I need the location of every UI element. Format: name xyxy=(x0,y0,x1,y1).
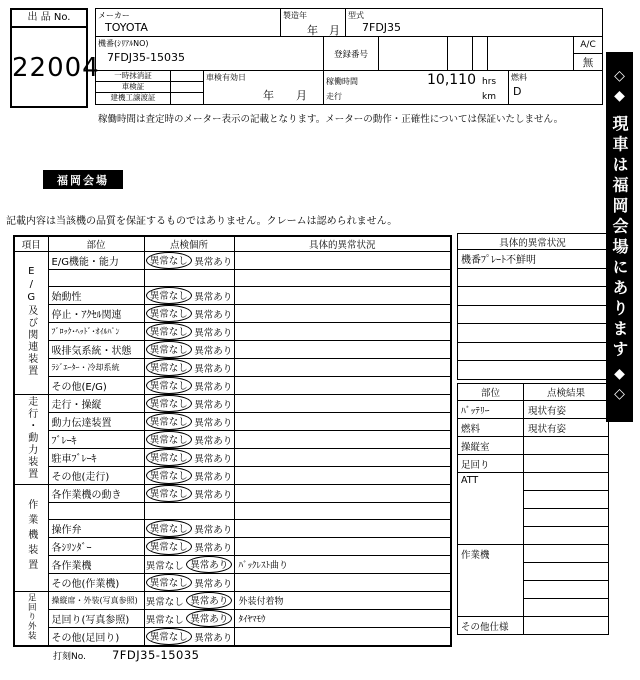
col-header-part: 部位 xyxy=(48,236,144,252)
empty-cell xyxy=(379,37,448,71)
lot-number-label: 出 品 No. xyxy=(12,10,86,28)
result-value-cell xyxy=(524,491,609,509)
result-part-cell: 燃料 xyxy=(458,419,524,437)
group-label-cell xyxy=(14,592,48,647)
detail-cell xyxy=(234,305,451,323)
abnormality-cell xyxy=(458,305,608,324)
points-cell xyxy=(144,287,234,305)
result-value-cell xyxy=(524,473,609,491)
abnormality-cell xyxy=(458,361,608,380)
abnormality-cell xyxy=(458,324,608,343)
abnormality-cell xyxy=(458,268,608,287)
result-part-cell: 操縦室 xyxy=(458,437,524,455)
option-no-abnormality: 異常なし xyxy=(146,628,192,645)
col-header-item: 項目 xyxy=(14,236,48,252)
option-no-abnormality: 異常なし xyxy=(145,614,184,626)
detail-cell xyxy=(234,503,451,520)
result-value-cell xyxy=(524,437,609,455)
meter-note: 稼働時間は査定時のメーター表示の記載となります。メーターの動作・正確性については保証いたしません。 xyxy=(98,114,564,125)
maker-cell xyxy=(96,9,281,37)
points-options xyxy=(145,377,234,394)
result-part-cell: その他仕様 xyxy=(458,617,524,635)
abnormality-row xyxy=(458,342,608,361)
result-row xyxy=(458,473,609,491)
points-options xyxy=(145,359,234,376)
ac-label-cell: A/C xyxy=(574,37,602,54)
points-options xyxy=(145,538,234,555)
detail-cell: 外装付着物 xyxy=(234,592,451,610)
points-cell xyxy=(144,520,234,538)
venue-banner-text: 現車は福岡会場にあります xyxy=(610,115,629,361)
abnormality-row xyxy=(458,324,608,343)
result-row xyxy=(458,455,609,473)
points-options xyxy=(145,431,234,448)
points-cell xyxy=(144,628,234,647)
points-options xyxy=(145,341,234,358)
part-cell: 動力伝達装置 xyxy=(48,413,144,431)
lot-number-value: 22004 xyxy=(12,53,100,83)
result-header-row xyxy=(458,384,609,401)
part-cell xyxy=(48,270,144,287)
points-options xyxy=(145,323,234,340)
model-cell xyxy=(346,9,602,37)
result-value-cell: 現状有姿 xyxy=(524,401,609,419)
result-value-cell xyxy=(524,527,609,545)
detail-cell: ﾊﾞｯｸﾚｽﾄ曲り xyxy=(234,556,451,574)
option-no-abnormality: 異常なし xyxy=(146,305,192,322)
ac-value-cell: 無 xyxy=(574,54,602,71)
option-abnormality: 異常あり xyxy=(194,345,233,357)
fuel-label: 燃料 xyxy=(511,73,527,82)
mileage-label: 走行 xyxy=(326,92,342,101)
option-no-abnormality: 異常なし xyxy=(146,341,192,358)
detail-cell xyxy=(234,341,451,359)
result-value-cell xyxy=(524,545,609,563)
part-cell: 各作業機の動き xyxy=(48,485,144,503)
part-cell: 足回り(写真参照) xyxy=(48,610,144,628)
maker-label: メーカー xyxy=(98,11,130,20)
result-row xyxy=(458,419,609,437)
inspection-row xyxy=(14,628,451,647)
model-label: 型式 xyxy=(348,11,364,20)
detail-cell xyxy=(234,270,451,287)
option-abnormality: 異常あり xyxy=(194,542,233,554)
option-abnormality: 異常あり xyxy=(194,471,233,483)
cert-value-cell xyxy=(171,71,204,82)
shaken-expiry-value: 年 月 xyxy=(263,89,307,102)
inspection-row xyxy=(14,485,451,503)
empty-cell xyxy=(473,37,488,71)
points-cell xyxy=(144,431,234,449)
inspection-row xyxy=(14,323,451,341)
inspection-header-row xyxy=(14,236,451,252)
group-label: 作業機装置 xyxy=(25,498,37,574)
points-cell xyxy=(144,467,234,485)
part-cell: 駐車ﾌﾞﾚｰｷ xyxy=(48,449,144,467)
detail-cell xyxy=(234,287,451,305)
inspection-row xyxy=(14,341,451,359)
option-no-abnormality: 異常なし xyxy=(146,323,192,340)
inspection-result-table xyxy=(457,383,609,635)
detail-cell xyxy=(234,377,451,395)
hours-unit: hrs xyxy=(482,77,497,87)
stamp-number-value: 7FDJ35-15035 xyxy=(111,648,200,662)
inspection-row xyxy=(14,449,451,467)
inspection-row xyxy=(14,377,451,395)
option-abnormality: 異常あり xyxy=(194,489,233,501)
option-abnormality: 異常あり xyxy=(186,592,232,609)
disclaimer-text: 記載内容は当該機の品質を保証するものではありません。クレームは認められません。 xyxy=(6,216,398,227)
col-header-detail: 具体的異常状況 xyxy=(234,236,451,252)
result-row xyxy=(458,401,609,419)
part-cell: その他(作業機) xyxy=(48,574,144,592)
result-part-cell: 作業機 xyxy=(458,545,524,617)
detail-cell xyxy=(234,467,451,485)
part-cell: ﾌﾞﾛｯｸ･ﾍｯﾄﾞ･ｵｲﾙﾊﾟﾝ xyxy=(48,323,144,341)
hours-mileage-cell xyxy=(324,71,509,104)
cert-kenki-transfer: 建機工譲渡証 xyxy=(96,93,171,104)
points-cell xyxy=(144,323,234,341)
option-abnormality: 異常あり xyxy=(194,309,233,321)
points-cell xyxy=(144,503,234,520)
option-no-abnormality: 異常なし xyxy=(146,574,192,591)
option-abnormality: 異常あり xyxy=(194,524,233,536)
part-cell: 操作弁 xyxy=(48,520,144,538)
inspection-row xyxy=(14,305,451,323)
group-label: 走行・動力装置 xyxy=(25,395,37,480)
result-row xyxy=(458,545,609,563)
inspection-row xyxy=(14,610,451,628)
option-abnormality: 異常あり xyxy=(194,453,233,465)
diamond-marks-bottom: ◆◇ xyxy=(611,366,628,406)
serial-label: 機番(ｼﾘｱﾙNO) xyxy=(98,39,149,48)
points-options xyxy=(145,610,234,627)
points-cell xyxy=(144,341,234,359)
points-options xyxy=(145,395,234,412)
abnormality-row xyxy=(458,287,608,306)
cert-temp-deregistration: 一時抹消証 xyxy=(96,71,171,82)
option-abnormality: 異常あり xyxy=(186,556,232,573)
stamp-number-line xyxy=(53,648,200,662)
detail-cell xyxy=(234,628,451,647)
inspection-row xyxy=(14,413,451,431)
inspection-row xyxy=(14,556,451,574)
result-value-cell xyxy=(524,509,609,527)
part-cell: 各作業機 xyxy=(48,556,144,574)
result-part-cell: ATT xyxy=(458,473,524,545)
points-options xyxy=(145,556,234,573)
detail-cell: ﾀｲﾔﾏﾓｳ xyxy=(234,610,451,628)
maker-value: TOYOTA xyxy=(105,21,148,34)
option-no-abnormality: 異常なし xyxy=(146,431,192,448)
points-options xyxy=(145,467,234,484)
inspection-row xyxy=(14,395,451,413)
abnormality-row xyxy=(458,250,608,269)
group-label: 足回り外装 xyxy=(26,592,37,641)
option-no-abnormality: 異常なし xyxy=(146,538,192,555)
result-col-part: 部位 xyxy=(458,384,524,401)
points-options xyxy=(145,592,234,609)
points-cell xyxy=(144,305,234,323)
option-abnormality: 異常あり xyxy=(194,381,233,393)
result-value-cell xyxy=(524,599,609,617)
points-cell xyxy=(144,377,234,395)
abnormality-detail-table xyxy=(457,233,608,380)
option-abnormality: 異常あり xyxy=(194,291,233,303)
points-options xyxy=(145,520,234,537)
points-options xyxy=(145,305,234,322)
part-cell: 停止・ｱｸｾﾙ関連 xyxy=(48,305,144,323)
abnormality-cell xyxy=(458,287,608,306)
detail-cell xyxy=(234,520,451,538)
option-abnormality: 異常あり xyxy=(194,632,233,644)
detail-cell xyxy=(234,323,451,341)
option-abnormality: 異常あり xyxy=(194,363,233,375)
detail-cell xyxy=(234,431,451,449)
registration-number-cell: 登録番号 xyxy=(324,37,379,71)
inspection-table xyxy=(13,235,452,647)
inspection-row xyxy=(14,359,451,377)
points-cell xyxy=(144,359,234,377)
part-cell: 走行・操縦 xyxy=(48,395,144,413)
diamond-marks-top: ◇◆ xyxy=(611,68,628,108)
result-value-cell: 現状有姿 xyxy=(524,419,609,437)
points-options xyxy=(145,485,234,502)
part-cell: その他(走行) xyxy=(48,467,144,485)
machine-info-table xyxy=(95,8,603,105)
inspection-row xyxy=(14,287,451,305)
group-label-cell xyxy=(14,252,48,395)
part-cell: その他(E/G) xyxy=(48,377,144,395)
inspection-row xyxy=(14,574,451,592)
serial-cell xyxy=(96,37,324,71)
part-cell: 始動性 xyxy=(48,287,144,305)
points-cell xyxy=(144,556,234,574)
option-no-abnormality: 異常なし xyxy=(146,359,192,376)
option-no-abnormality: 異常なし xyxy=(145,560,184,572)
result-row xyxy=(458,617,609,635)
mileage-unit: km xyxy=(482,92,496,102)
detail-cell xyxy=(234,252,451,270)
option-no-abnormality: 異常なし xyxy=(146,467,192,484)
fuel-cell xyxy=(509,71,602,104)
points-cell xyxy=(144,538,234,556)
inspection-row xyxy=(14,503,451,520)
points-options xyxy=(145,413,234,430)
option-abnormality: 異常あり xyxy=(194,417,233,429)
inspection-row xyxy=(14,431,451,449)
part-cell: ﾌﾞﾚｰｷ xyxy=(48,431,144,449)
inspection-row xyxy=(14,252,451,270)
option-no-abnormality: 異常なし xyxy=(146,252,192,269)
fuel-value: D xyxy=(513,85,522,98)
mileage-row xyxy=(324,90,504,102)
detail-cell xyxy=(234,449,451,467)
abnormality-row xyxy=(458,305,608,324)
points-cell xyxy=(144,413,234,431)
option-no-abnormality: 異常なし xyxy=(146,485,192,502)
option-no-abnormality: 異常なし xyxy=(145,596,184,608)
cert-shaken: 車検証 xyxy=(96,82,171,93)
part-cell: ﾗｼﾞｴｰﾀｰ・冷却系統 xyxy=(48,359,144,377)
group-label: E/G及び関連装置 xyxy=(25,265,37,377)
points-options xyxy=(145,628,234,645)
inspection-row xyxy=(14,592,451,610)
inspection-row xyxy=(14,520,451,538)
option-no-abnormality: 異常なし xyxy=(146,287,192,304)
option-abnormality: 異常あり xyxy=(194,256,233,268)
group-label-cell xyxy=(14,395,48,485)
detail-cell xyxy=(234,395,451,413)
points-cell xyxy=(144,449,234,467)
result-value-cell xyxy=(524,563,609,581)
option-no-abnormality: 異常なし xyxy=(146,377,192,394)
abnormality-cell: 機番ﾌﾟﾚｰﾄ不鮮明 xyxy=(458,250,608,269)
result-part-cell: ﾊﾞｯﾃﾘｰ xyxy=(458,401,524,419)
detail-cell xyxy=(234,538,451,556)
points-cell xyxy=(144,252,234,270)
points-cell xyxy=(144,592,234,610)
part-cell: E/G機能・能力 xyxy=(48,252,144,270)
cert-value-cell xyxy=(171,82,204,93)
option-abnormality: 異常あり xyxy=(194,435,233,447)
cert-value-cell xyxy=(171,93,204,104)
part-cell xyxy=(48,503,144,520)
result-value-cell xyxy=(524,581,609,599)
option-abnormality: 異常あり xyxy=(194,399,233,411)
venue-badge: 福岡会場 xyxy=(43,170,123,189)
abnormality-row xyxy=(458,361,608,380)
part-cell: その他(足回り) xyxy=(48,628,144,647)
detail-cell xyxy=(234,485,451,503)
inspection-row xyxy=(14,467,451,485)
points-options xyxy=(145,287,234,304)
hours-value: 10,110 xyxy=(427,72,476,88)
inspection-row xyxy=(14,538,451,556)
shaken-expiry-label: 車検有効日 xyxy=(206,73,246,82)
option-no-abnormality: 異常なし xyxy=(146,520,192,537)
result-value-cell xyxy=(524,455,609,473)
part-cell: 吸排気系統・状態 xyxy=(48,341,144,359)
points-cell xyxy=(144,270,234,287)
shaken-expiry-cell xyxy=(204,71,324,104)
abnormality-row xyxy=(458,268,608,287)
part-cell: 操縦席・外装(写真参照) xyxy=(48,592,144,610)
option-no-abnormality: 異常なし xyxy=(146,449,192,466)
option-no-abnormality: 異常なし xyxy=(146,413,192,430)
lot-number-box xyxy=(10,8,100,108)
venue-banner xyxy=(606,52,633,422)
part-cell: 各ｼﾘﾝﾀﾞｰ xyxy=(48,538,144,556)
detail-cell xyxy=(234,574,451,592)
points-options xyxy=(145,449,234,466)
col-header-points: 点検個所 xyxy=(144,236,234,252)
abnormality-header: 具体的異常状況 xyxy=(458,234,608,250)
mfg-year-value: 年 月 xyxy=(307,24,340,37)
points-cell xyxy=(144,610,234,628)
points-options xyxy=(145,252,234,269)
points-options xyxy=(145,574,234,591)
points-cell xyxy=(144,395,234,413)
serial-value: 7FDJ35-15035 xyxy=(107,51,185,64)
stamp-number-label: 打刻No. xyxy=(53,652,86,662)
option-abnormality: 異常あり xyxy=(194,578,233,590)
abnormality-header-row xyxy=(458,234,608,250)
empty-cell xyxy=(488,37,574,71)
detail-cell xyxy=(234,359,451,377)
result-row xyxy=(458,437,609,455)
mfg-year-label: 製造年 xyxy=(283,11,307,20)
inspection-row xyxy=(14,270,451,287)
result-col-result: 点検結果 xyxy=(524,384,609,401)
abnormality-cell xyxy=(458,342,608,361)
result-value-cell xyxy=(524,617,609,635)
points-cell xyxy=(144,574,234,592)
mfg-year-cell xyxy=(281,9,346,37)
option-no-abnormality: 異常なし xyxy=(146,395,192,412)
detail-cell xyxy=(234,413,451,431)
points-cell xyxy=(144,485,234,503)
option-abnormality: 異常あり xyxy=(186,610,232,627)
operating-hours-row xyxy=(324,72,504,88)
model-value: 7FDJ35 xyxy=(362,21,402,34)
hours-label: 稼働時間 xyxy=(326,77,358,86)
empty-cell xyxy=(448,37,473,71)
option-abnormality: 異常あり xyxy=(194,327,233,339)
result-part-cell: 足回り xyxy=(458,455,524,473)
group-label-cell xyxy=(14,485,48,592)
